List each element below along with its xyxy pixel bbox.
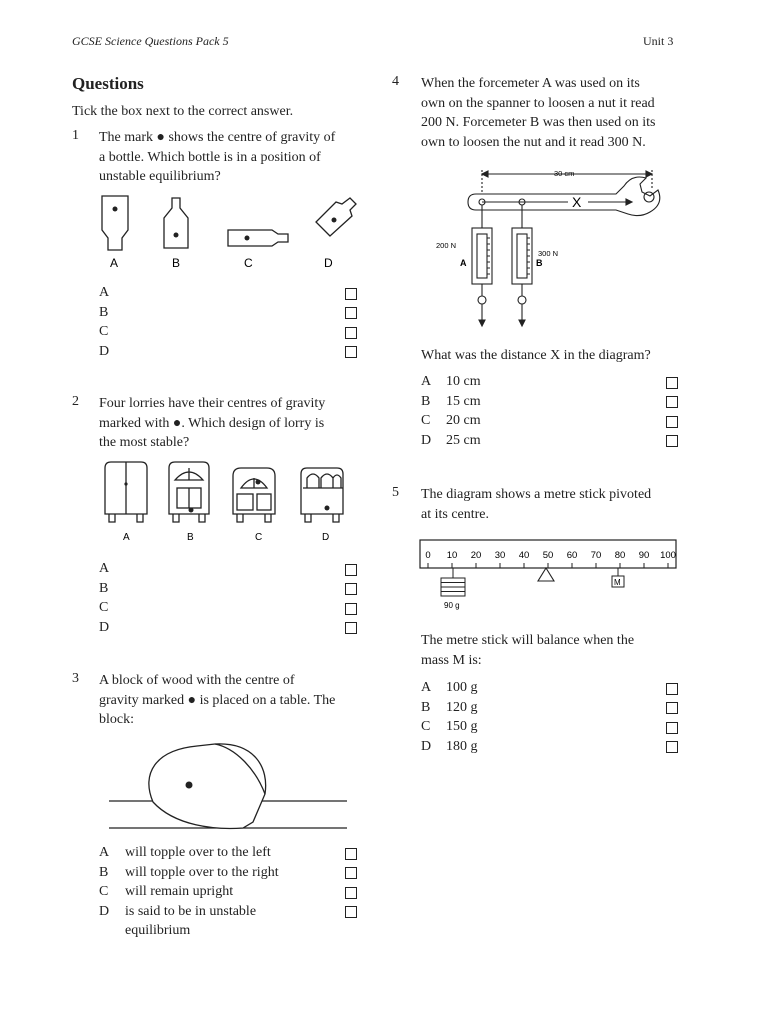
cog-dot-a xyxy=(113,207,118,212)
q3-checkbox-c[interactable] xyxy=(345,887,357,899)
q5-checkbox-a[interactable] xyxy=(666,683,678,695)
option-letter: D xyxy=(421,432,432,448)
q2-checkbox-b[interactable] xyxy=(345,583,357,595)
q4-checkbox-a[interactable] xyxy=(666,377,678,389)
q5-options xyxy=(421,678,478,756)
q2-fig-label: C xyxy=(255,532,263,543)
q5-line: The diagram shows a metre stick pivoted xyxy=(421,487,652,502)
option-text: will remain upright xyxy=(125,884,234,899)
q2-fig-label: A xyxy=(123,532,130,543)
tick-label: 80 xyxy=(614,550,626,561)
option-text: 25 cm xyxy=(446,432,481,448)
q3-options xyxy=(99,843,279,941)
tick-label: 50 xyxy=(542,550,554,561)
q4-line: own on the spanner to loosen a nut it read xyxy=(421,95,655,111)
spanner xyxy=(468,177,660,216)
q4-checkbox-b[interactable] xyxy=(666,396,678,408)
tick-label: 20 xyxy=(470,550,482,561)
option-text: 150 g xyxy=(446,719,478,734)
bottle-c xyxy=(228,230,288,246)
q1-fig-label: A xyxy=(110,256,119,270)
q2-options xyxy=(99,559,109,637)
option-letter: D xyxy=(99,903,110,919)
q5-question-line: mass M is: xyxy=(421,652,482,668)
option-text-cont: equilibrium xyxy=(125,923,191,938)
cog-dot-b xyxy=(174,233,179,238)
q4-line: 200 N. Forcemeter B was then used on its xyxy=(421,115,656,130)
option-letter: C xyxy=(99,884,109,899)
q4-text xyxy=(421,74,691,152)
tick-label: 90 xyxy=(638,550,650,561)
q3-block-figure xyxy=(105,738,355,834)
q5-metre-stick-figure xyxy=(416,536,680,614)
q4-line: own to loosen the nut and it read 300 N. xyxy=(421,134,646,150)
q4-checkbox-c[interactable] xyxy=(666,416,678,428)
option-letter: B xyxy=(99,864,109,880)
pivot xyxy=(538,568,554,581)
tick-label: 100 xyxy=(660,550,676,561)
option-letter: A xyxy=(99,285,110,300)
cog-dot-c xyxy=(245,236,250,241)
tick-label: 40 xyxy=(518,550,530,561)
bottle-d xyxy=(316,198,356,236)
option-letter: A xyxy=(99,561,110,576)
q5-text xyxy=(421,485,691,524)
q1-line: a bottle. Which bottle is in a position of xyxy=(99,149,321,165)
x-label: X xyxy=(572,194,582,210)
q1-fig-label: C xyxy=(244,256,253,270)
option-text: 100 g xyxy=(446,680,478,695)
q2-line: the most stable? xyxy=(99,435,190,450)
option-letter: A xyxy=(421,374,432,389)
tick-label: 60 xyxy=(566,550,578,561)
option-letter: A xyxy=(421,680,432,695)
mass-label: 90 g xyxy=(444,601,460,610)
option-letter: C xyxy=(421,719,431,734)
option-letter: B xyxy=(99,304,109,320)
option-letter: D xyxy=(421,738,432,754)
label-b: B xyxy=(536,258,543,268)
q2-number: 2 xyxy=(72,394,79,409)
option-text: will topple over to the left xyxy=(125,845,271,860)
q1-number: 1 xyxy=(72,128,79,143)
q3-number: 3 xyxy=(72,671,79,686)
q1-checkbox-a[interactable] xyxy=(345,288,357,300)
q3-checkbox-b[interactable] xyxy=(345,867,357,879)
q5-question xyxy=(421,631,634,670)
q1-checkbox-c[interactable] xyxy=(345,327,357,339)
q5-number: 5 xyxy=(392,485,399,500)
cog-dot xyxy=(186,782,193,789)
reading-b: 300 N xyxy=(538,249,559,258)
header-right: Unit 3 xyxy=(643,34,674,48)
q4-number: 4 xyxy=(392,74,399,89)
q1-fig-label: D xyxy=(324,256,333,270)
q2-fig-label: B xyxy=(187,532,194,543)
option-letter: B xyxy=(421,699,431,715)
q5-line: at its centre. xyxy=(421,506,490,522)
q1-text xyxy=(99,128,369,187)
instruction: Tick the box next to the correct answer. xyxy=(72,104,294,119)
option-letter: D xyxy=(99,343,110,359)
page-title: Questions xyxy=(72,74,144,93)
q5-checkbox-c[interactable] xyxy=(666,722,678,734)
q2-line: marked with ●. Which design of lorry is xyxy=(99,415,325,431)
tick-label: 70 xyxy=(590,550,602,561)
header-left: GCSE Science Questions Pack 5 xyxy=(72,34,229,48)
bottle-b xyxy=(164,198,188,248)
tick-label: 10 xyxy=(446,550,458,561)
q4-question: What was the distance X in the diagram? xyxy=(421,348,651,363)
wood-block xyxy=(149,744,266,829)
q2-checkbox-c[interactable] xyxy=(345,603,357,615)
option-text: 120 g xyxy=(446,699,478,715)
q2-fig-label: D xyxy=(322,532,330,543)
q1-checkbox-b[interactable] xyxy=(345,307,357,319)
q3-line: A block of wood with the centre of xyxy=(99,673,295,688)
q3-checkbox-d[interactable] xyxy=(345,906,357,918)
q4-options xyxy=(421,372,481,450)
option-letter: A xyxy=(99,845,110,860)
option-text: is said to be in unstable xyxy=(125,903,257,919)
m-label: M xyxy=(614,578,621,587)
q2-line: Four lorries have their centres of gravity xyxy=(99,396,326,411)
q4-spanner-figure xyxy=(420,162,675,332)
option-letter: D xyxy=(99,619,110,635)
q3-line: gravity marked ● is placed on a table. The xyxy=(99,692,336,708)
q4-checkbox-d[interactable] xyxy=(666,435,678,447)
length-label: 30 cm xyxy=(554,169,575,178)
q2-text xyxy=(99,394,369,453)
option-letter: C xyxy=(421,413,431,428)
option-text: 15 cm xyxy=(446,393,481,409)
tick-label: 30 xyxy=(494,550,506,561)
q4-line: When the forcemeter A was used on its xyxy=(421,76,640,91)
q1-bottles-figure xyxy=(90,192,370,274)
q1-fig-label: B xyxy=(172,256,181,270)
option-text: will topple over to the right xyxy=(125,864,279,880)
q1-checkbox-d[interactable] xyxy=(345,346,357,358)
q3-line: block: xyxy=(99,712,134,727)
q1-line: unstable equilibrium? xyxy=(99,169,221,184)
option-text: 20 cm xyxy=(446,413,481,428)
q5-checkbox-b[interactable] xyxy=(666,702,678,714)
lorry-c xyxy=(233,468,275,514)
bottle-a xyxy=(102,196,128,250)
tick-label: 0 xyxy=(425,550,431,561)
option-letter: C xyxy=(99,324,109,339)
option-text: 10 cm xyxy=(446,374,481,389)
q3-checkbox-a[interactable] xyxy=(345,848,357,860)
q2-checkbox-d[interactable] xyxy=(345,622,357,634)
q5-question-line: The metre stick will balance when the xyxy=(421,633,635,648)
q1-line: The mark ● shows the centre of gravity of xyxy=(99,130,336,145)
reading-a: 200 N xyxy=(436,241,457,250)
option-letter: B xyxy=(99,580,109,596)
q2-checkbox-a[interactable] xyxy=(345,564,357,576)
q3-text xyxy=(99,671,369,730)
q1-options xyxy=(99,283,109,361)
cog-dot-d xyxy=(332,218,337,223)
label-a: A xyxy=(460,258,467,268)
q2-lorries-figure xyxy=(95,458,365,544)
option-text: 180 g xyxy=(446,738,478,754)
q5-checkbox-d[interactable] xyxy=(666,741,678,753)
option-letter: B xyxy=(421,393,431,409)
option-letter: C xyxy=(99,600,109,615)
